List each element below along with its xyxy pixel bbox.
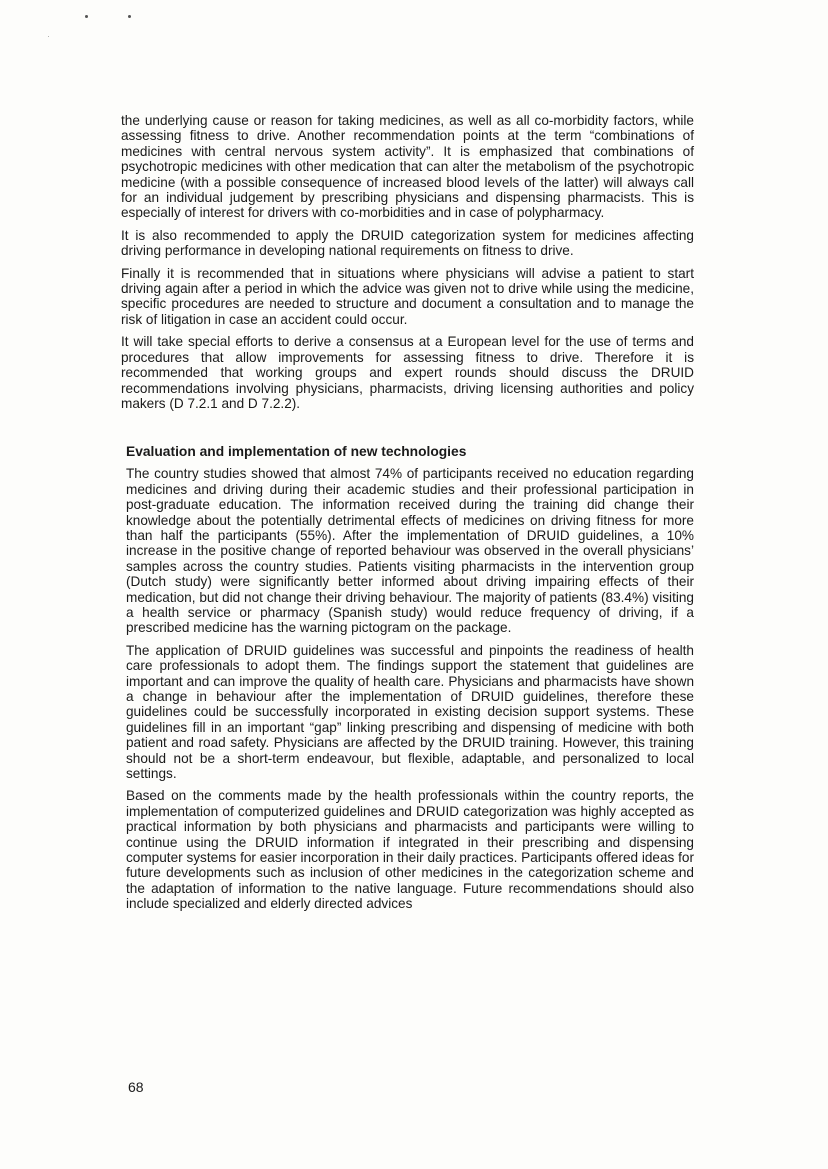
scan-speck — [128, 15, 131, 18]
page-body — [121, 113, 694, 919]
scan-speck — [85, 15, 88, 18]
paragraph: It is also recommended to apply the DRUID categorization system for medicines affecting driving performance in developing national requirements on fitness to drive. — [121, 227, 694, 259]
scan-speck — [48, 36, 49, 37]
page-number: 68 — [128, 1079, 144, 1095]
paragraph: Based on the comments made by the health professionals within the country reports, the implementation of computerized guidelines and DRUID categorization was highly accepted as practical information by both physicians and pharmacists and participants were willing to continue using the DRUID information if integrated in their prescribing and dispensing computer systems for easier incorporation in their daily practices. Participants offered ideas for future developments such as inclusion of other medicines in the categorization scheme and the adaptation of information to the native language. Future recommendations should also include specialized and elderly directed advices — [126, 788, 694, 912]
paragraph: the underlying cause or reason for taking medicines, as well as all co-morbidity factors, while assessing fitness to drive. Another recommendation points at the term “combinations of medicines with central nervous system activity”. It is emphasized that combinations of psychotropic medicines with other medication that can alter the metabolism of the psychotropic medicine (with a possible consequence of increased blood levels of the latter) will always call for an individual judgement by prescribing physicians and dispensing pharmacists. This is especially of interest for drivers with co-morbidities and in case of polypharmacy. — [121, 113, 694, 221]
paragraph: The country studies showed that almost 74% of participants received no education regarding medicines and driving during their academic studies and their professional participation in post-graduate education. The information received during the training did change their knowledge about the potentially detrimental effects of medicines on driving fitness for more than half the participants (55%). After the implementation of DRUID guidelines, a 10% increase in the positive change of reported behaviour was observed in the overall physicians’ samples across the country studies. Patients visiting pharmacists in the intervention group (Dutch study) were significantly better informed about driving impairing effects of their medication, but did not change their driving behaviour. The majority of patients (83.4%) visiting a health service or pharmacy (Spanish study) would reduce frequency of driving, if a prescribed medicine has the warning pictogram on the package. — [126, 466, 694, 636]
paragraph: Finally it is recommended that in situations where physicians will advise a patient to start driving again after a period in which the advice was given not to drive while using the medicine, specific procedures are needed to structure and document a consultation and to manage the risk of litigation in case an accident could occur. — [121, 265, 694, 327]
paragraph: The application of DRUID guidelines was successful and pinpoints the readiness of health care professionals to adopt them. The findings support the statement that guidelines are important and can improve the quality of health care. Physicians and pharmacists have shown a change in behaviour after the implementation of DRUID guidelines, therefore these guidelines could be successfully incorporated in existing decision support systems. These guidelines fill in an important “gap” linking prescribing and dispensing of medicine with both patient and road safety. Physicians are affected by the DRUID training. However, this training should not be a short-term endeavour, but flexible, adaptable, and personalized to local settings. — [126, 642, 694, 782]
section-heading: Evaluation and implementation of new technologies — [126, 444, 467, 460]
paragraph: It will take special efforts to derive a consensus at a European level for the use of terms and procedures that allow improvements for assessing fitness to drive. Therefore it is recommended that working groups and expert rounds should discuss the DRUID recommendations involving physicians, pharmacists, driving licensing authorities and policy makers (D 7.2.1 and D 7.2.2). — [121, 334, 694, 411]
